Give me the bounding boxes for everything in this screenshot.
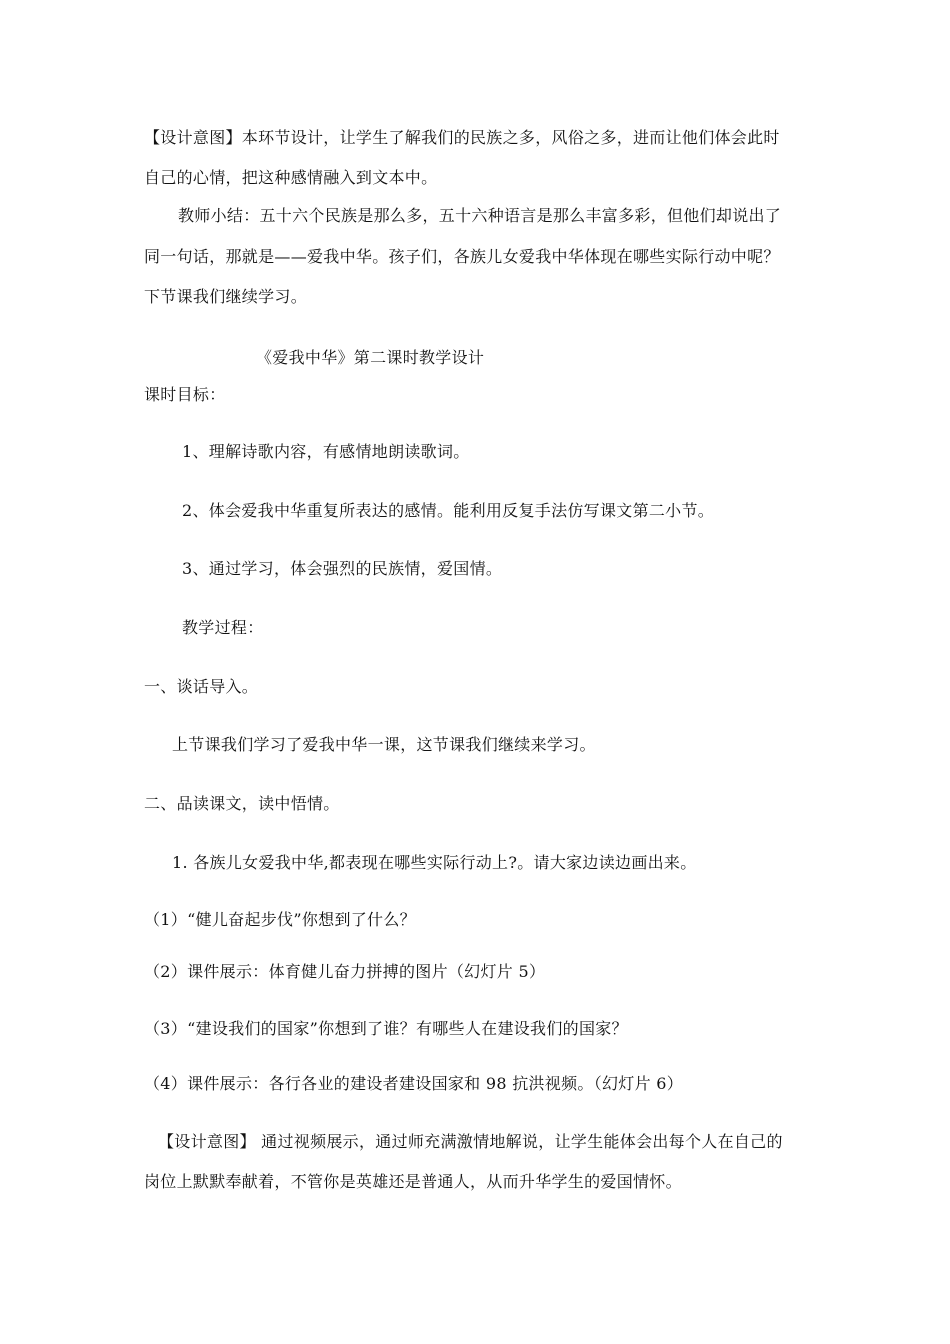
process-heading: 教学过程： xyxy=(182,618,264,637)
objective-item-1: 1、理解诗歌内容，有感情地朗读歌词。 xyxy=(182,442,470,461)
teacher-summary-line-1: 教师小结：五十六个民族是那么多，五十六种语言是那么丰富多彩，但他们却说出了 xyxy=(178,206,782,225)
section-1-title: 一、谈话导入。 xyxy=(144,677,259,696)
section-2-title: 二、品读课文，读中悟情。 xyxy=(144,794,340,813)
sub-item-1: （1）“健儿奋起步伐”你想到了什么？ xyxy=(144,910,416,929)
teacher-summary-line-3: 下节课我们继续学习。 xyxy=(144,287,308,306)
design-intent-line-1: 【设计意图】本环节设计，让学生了解我们的民族之多，风俗之多，进而让他们体会此时 xyxy=(144,128,780,147)
sub-item-3: （3）“建设我们的国家”你想到了谁？有哪些人在建设我们的国家？ xyxy=(144,1019,628,1038)
objective-item-2: 2、体会爱我中华重复所表达的感情。能利用反复手法仿写课文第二小节。 xyxy=(182,501,715,520)
objective-item-3: 3、通过学习，体会强烈的民族情，爱国情。 xyxy=(182,559,503,578)
design-intent-2-line-1: 【设计意图】 通过视频展示，通过师充满激情地解说，让学生能体会出每个人在自己的 xyxy=(158,1132,783,1151)
objectives-heading: 课时目标： xyxy=(144,385,226,404)
design-intent-2-line-2: 岗位上默默奉献着，不管你是英雄还是普通人，从而升华学生的爱国情怀。 xyxy=(144,1172,682,1191)
sub-item-2: （2）课件展示：体育健儿奋力拼搏的图片（幻灯片 5） xyxy=(144,962,546,981)
sub-item-4: （4）课件展示：各行各业的建设者建设国家和 98 抗洪视频。（幻灯片 6） xyxy=(144,1074,684,1093)
teacher-summary-line-2: 同一句话，那就是——爱我中华。孩子们，各族儿女爱我中华体现在哪些实际行动中呢？ xyxy=(144,247,780,266)
design-intent-line-2: 自己的心情，把这种感情融入到文本中。 xyxy=(144,168,438,187)
section-2-item-1: 1. 各族儿女爱我中华,都表现在哪些实际行动上?。请大家边读边画出来。 xyxy=(172,853,697,872)
lesson-title: 《爱我中华》第二课时教学设计 xyxy=(256,348,485,367)
section-1-text: 上节课我们学习了爱我中华一课，这节课我们继续来学习。 xyxy=(172,735,596,754)
